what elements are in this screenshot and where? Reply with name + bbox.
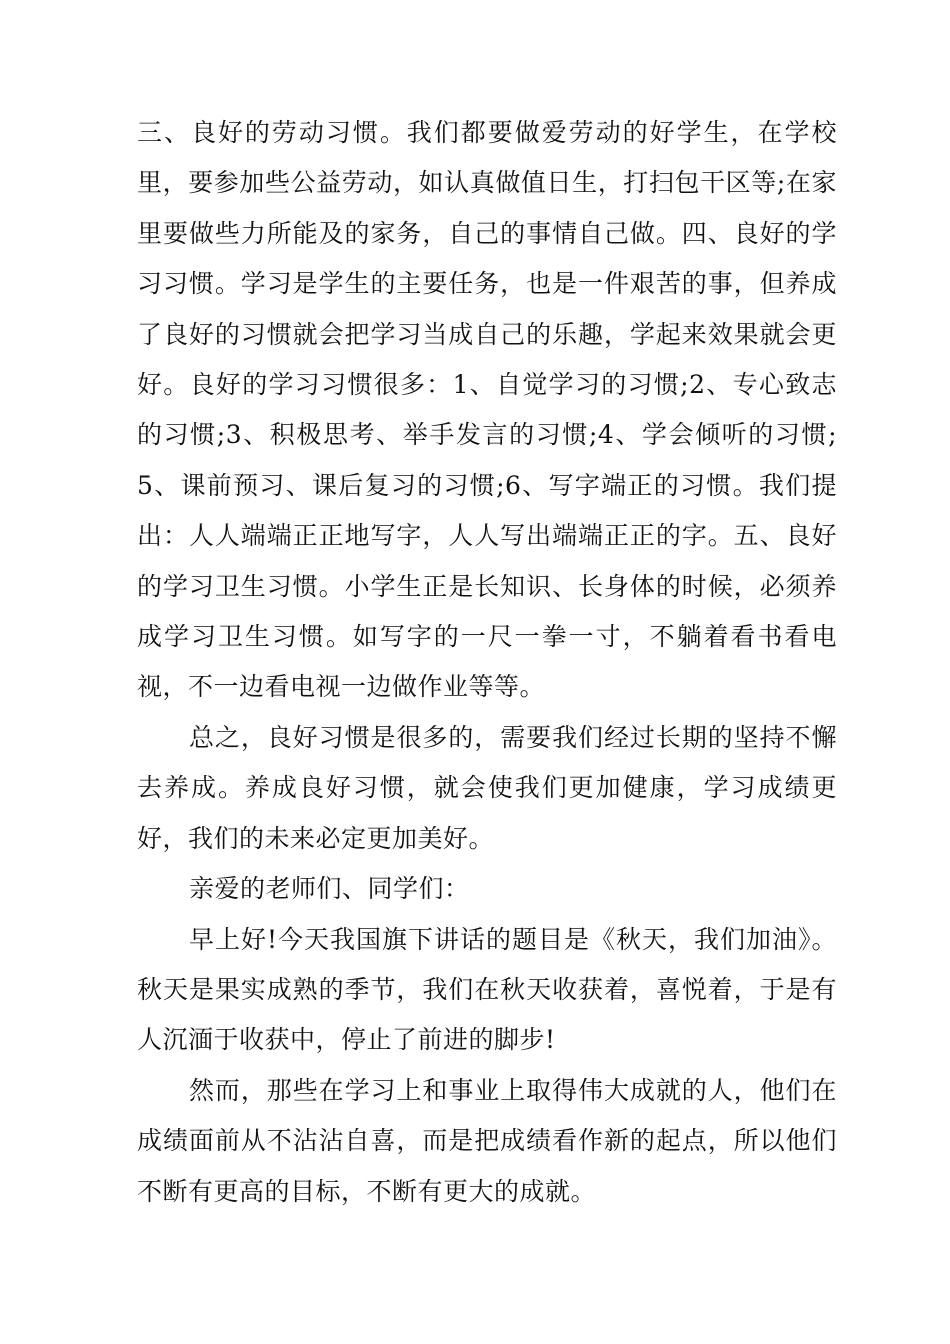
paragraph-autumn-intro: 早上好!今天我国旗下讲话的题目是《秋天，我们加油》。秋天是果实成熟的季节，我们在秋天收获着，喜悦着，于是有人沉湎于收获中，停止了前进的脚步! bbox=[137, 924, 837, 1055]
paragraph-labor-study-hygiene: 三、良好的劳动习惯。我们都要做爱劳动的好学生，在学校里，要参加些公益劳动，如认真做值日生，打扫包干区等;在家里要做些力所能及的家务，自己的事情自己做。四、良好的学习习惯。学习是学生的主要任务，也是一件艰苦的事，但养成了良好的习惯就会把学习当成自己的乐趣，学起来效果就会更好。良好的学习习惯很多：1、自觉学习的习惯;2、专心致志的习惯;3、积极思考、举手发言的习惯;4、学会倾听的习惯;5、课前预习、课后复习的习惯;6、写字端正的习惯。我们提出：人人端端正正地写字，人人写出端端正正的字。五、良好的学习卫生习惯。小学生正是长知识、长身体的时候，必须养成学习卫生习惯。如写字的一尺一拳一寸，不躺着看书看电视，不一边看电视一边做作业等等。 bbox=[137, 118, 837, 702]
document-body bbox=[137, 108, 837, 1217]
paragraph-greeting: 亲爱的老师们、同学们： bbox=[189, 874, 470, 904]
paragraph-achievers: 然而，那些在学习上和事业上取得伟大成就的人，他们在成绩面前从不沾沾自喜，而是把成绩看作新的起点，所以他们不断有更高的目标，不断有更大的成就。 bbox=[137, 1075, 837, 1206]
paragraph-conclusion: 总之，良好习惯是很多的，需要我们经过长期的坚持不懈去养成。养成良好习惯，就会使我们更加健康，学习成绩更好，我们的未来必定更加美好。 bbox=[137, 722, 837, 853]
